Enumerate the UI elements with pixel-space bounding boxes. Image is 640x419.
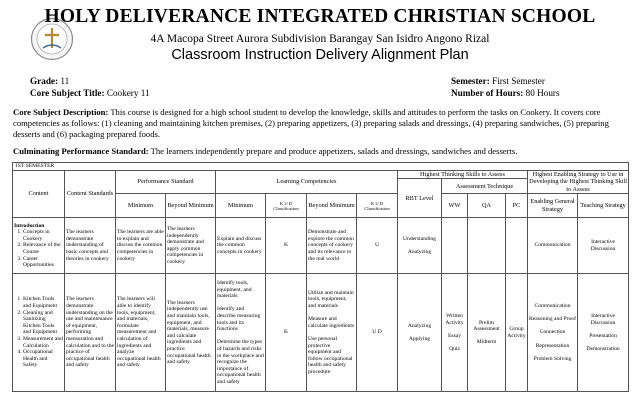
header-kud-minimum: K U D Classification bbox=[266, 194, 307, 218]
school-address: 4A Macopa Street Aurora Subdivision Barangay San Isidro Angono Rizal bbox=[150, 33, 490, 45]
culminating-text: The learners independently prepare and produce appetizers, salads and dressings, sandwiches and desserts. bbox=[150, 146, 518, 156]
table-row bbox=[13, 218, 629, 274]
semester-label: Semester: bbox=[451, 76, 490, 86]
semester-value: First Semester bbox=[492, 76, 545, 86]
row1-kud-minimum: K bbox=[266, 218, 307, 274]
header-content: Content bbox=[13, 171, 65, 218]
header-lc-beyond: Beyond Minimum bbox=[307, 194, 357, 218]
description-label: Core Subject Description: bbox=[13, 107, 109, 117]
header-rbt-level: RBT Level bbox=[398, 179, 442, 218]
row2-pc: Group Activity bbox=[506, 274, 528, 392]
header-kud-beyond: K U D Classification bbox=[357, 194, 398, 218]
row2-content-standards: The learners demonstrate understanding on the use and maintenance of equipment, performing mensuration and calculation and to the practice of occupational health and safety bbox=[65, 274, 116, 392]
table-row bbox=[13, 274, 629, 392]
row1-ww bbox=[442, 218, 468, 274]
list-item: 1. Kitchen Tools and Equipment bbox=[23, 296, 63, 309]
list-item: 1. Concepts in Cookery bbox=[23, 229, 63, 242]
semester-row bbox=[13, 163, 629, 171]
school-name: HOLY DELIVERANCE INTEGRATED CHRISTIAN SCHOOL bbox=[44, 6, 596, 27]
header-hots: Highest Thinking Skills to Assess bbox=[398, 171, 528, 179]
row2-lc-beyond: Utilize and maintain tools, equipment, and materials Measure and calculate ingredients Use personal protective equipment and follow occupational health and safety procedure bbox=[307, 274, 357, 392]
header-row-1 bbox=[13, 171, 629, 179]
header-assessment-technique: Assessment Technique bbox=[442, 179, 528, 194]
list-item: 4. Occupational Health and Safety bbox=[23, 349, 63, 369]
row2-enabling-general: Communication Reasoning and Proof Connection Representation Problem Solving bbox=[528, 274, 578, 392]
row1-lc-minimum: Explain and discuss the common concepts in cookery bbox=[216, 218, 266, 274]
row1-content-title: Introduction bbox=[14, 222, 45, 229]
core-subject-value: Cookery 11 bbox=[106, 88, 150, 98]
row2-content bbox=[13, 274, 65, 392]
culminating-performance-standard bbox=[13, 146, 627, 156]
row1-teaching-strategy: Interactive Discussion bbox=[578, 218, 629, 274]
header-qa: QA bbox=[468, 194, 506, 218]
header-performance-standard: Performance Standard bbox=[116, 171, 216, 194]
list-item: 3. Measurement and Calculation bbox=[23, 336, 63, 349]
header-perf-minimum: Minimum bbox=[116, 194, 166, 218]
row2-content-list bbox=[14, 296, 63, 369]
description-text: This course is designed for a high school student to develop the knowledge, skills and attitudes to perform the tasks on Cookery. It covers core competencies as follows: (1) cleaning and maintaining kitchen premises, (2) preparing appetizers, (3) preparing salads and dressings, (4) preparing sandwiches, (5) preparing desserts and (6) packaging prepared foods. bbox=[13, 107, 609, 140]
grade-line bbox=[30, 76, 69, 86]
core-subject-line bbox=[30, 88, 150, 98]
header-ww: WW bbox=[442, 194, 468, 218]
list-item: 2. Cleaning and Sanitizing Kitchen Tools and Equipment bbox=[23, 310, 63, 336]
row1-perf-beyond: The learners independently demonstrate and apply common competencies in cookery bbox=[166, 218, 216, 274]
hours-label: Number of Hours: bbox=[451, 88, 524, 98]
header-teaching-strategy: Teaching Strategy bbox=[578, 194, 629, 218]
row1-content-standards: The learners demonstrate understanding of basic concepts and theories in cookery bbox=[65, 218, 116, 274]
row1-content-list bbox=[14, 229, 63, 269]
header-content-standards: Content Standards bbox=[65, 171, 116, 218]
row2-qa: Prelim Assessment Midterm bbox=[468, 274, 506, 392]
hours-value: 80 Hours bbox=[525, 88, 560, 98]
grade-value: 11 bbox=[60, 76, 70, 86]
plan-title: Classroom Instruction Delivery Alignment Plan bbox=[171, 47, 469, 63]
row2-teaching-strategy: Interactive Discussion Presentation Demonstration bbox=[578, 274, 629, 392]
row2-rbt: Analyzing Applying bbox=[398, 274, 442, 392]
row1-content bbox=[13, 218, 65, 274]
alignment-plan-table bbox=[12, 162, 629, 392]
grade-label: Grade: bbox=[30, 76, 59, 86]
row1-kud-beyond: U bbox=[357, 218, 398, 274]
row2-kud-beyond: U D bbox=[357, 274, 398, 392]
header-enabling-general: Enabling General Strategy bbox=[528, 194, 578, 218]
row2-kud-minimum: K bbox=[266, 274, 307, 392]
row2-lc-minimum: Identify tools, equipment, and materials Identify and describe measuring tools and its functions Determine the types of hazards and risks in the workplace and recognize the importance of occupational health and safety bbox=[216, 274, 266, 392]
header-enabling-strategy: Highest Enabling Strategy to Use in Developing the Highest Thinking Skill to Assess bbox=[529, 171, 627, 193]
row1-lc-beyond: Demonstrate and explore the common concepts of cookery and its relevance to the real world bbox=[307, 218, 357, 274]
header-lc-minimum: Minimum bbox=[216, 194, 266, 218]
core-subject-description bbox=[13, 107, 627, 141]
culminating-label: Culminating Performance Standard: bbox=[13, 146, 149, 156]
semester-label-cell: 1ST SEMESTER bbox=[13, 163, 629, 171]
list-item: 3. Career Opportunities bbox=[23, 256, 63, 269]
row2-ww: Written Activity Essay Quiz bbox=[442, 274, 468, 392]
header-pc: PC bbox=[506, 194, 528, 218]
header-perf-beyond: Beyond Minimum bbox=[166, 194, 216, 218]
row1-perf-minimum: The learners are able to explain and discuss the common competencies in cookery bbox=[116, 218, 166, 274]
row1-enabling-general: Communication bbox=[528, 218, 578, 274]
row1-qa bbox=[468, 218, 506, 274]
row2-perf-minimum: The learners will able to identify tools, equipment, and materials, formulate measurement and calculation of ingredients and analyze occupational health and safety bbox=[116, 274, 166, 392]
row1-pc bbox=[506, 218, 528, 274]
header-learning-competencies: Learning Competencies bbox=[216, 171, 398, 194]
list-item: 2. Relevance of the Course bbox=[23, 242, 63, 255]
row2-perf-beyond: The learners independently use and maintain tools, equipment, and materials, measure and calculate ingredients and practice occupational health and safety bbox=[166, 274, 216, 392]
hours-line bbox=[451, 88, 560, 98]
core-subject-label: Core Subject Title: bbox=[30, 88, 105, 98]
semester-line bbox=[451, 76, 545, 86]
row1-rbt: Understanding Analyzing bbox=[398, 218, 442, 274]
